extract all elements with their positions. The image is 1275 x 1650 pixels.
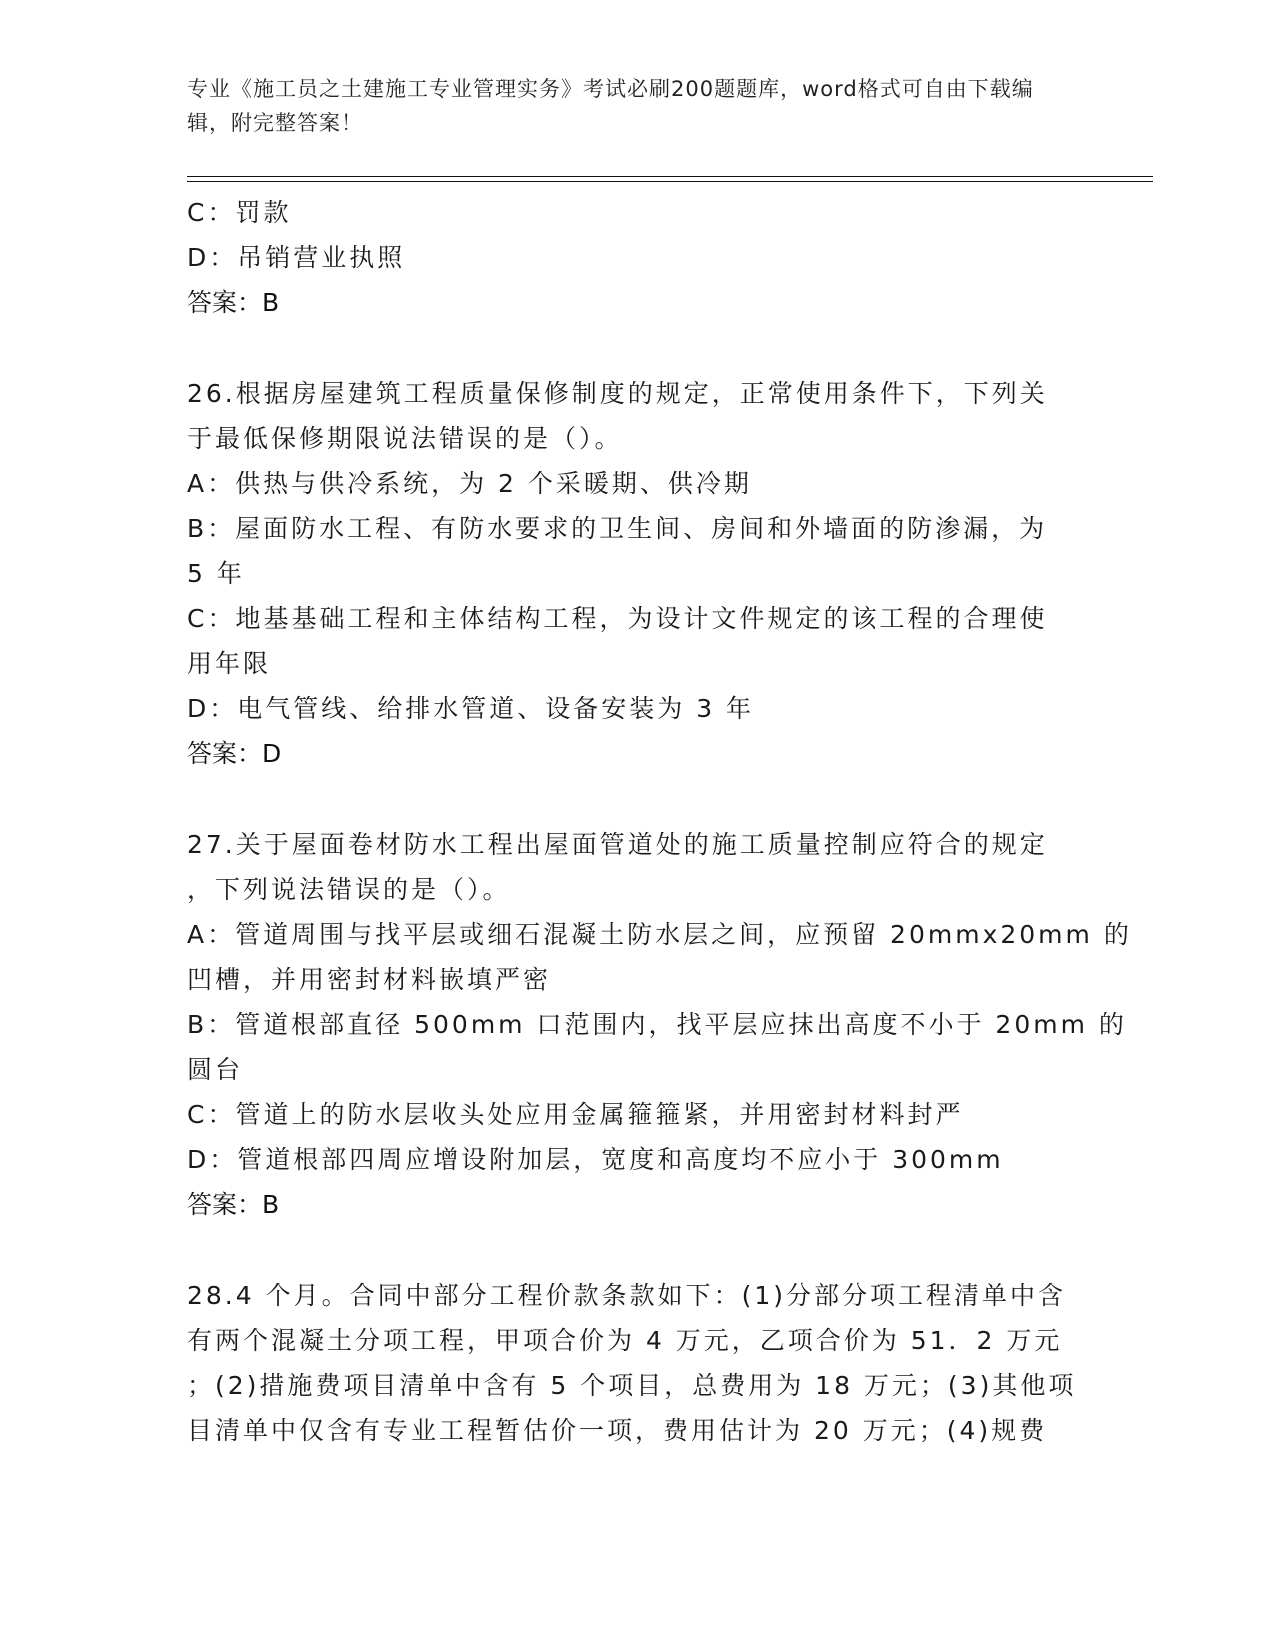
answer-line: 答案：B	[187, 288, 280, 317]
option-b: B：屋面防水工程、有防水要求的卫生间、房间和外墙面的防渗漏，为	[187, 514, 1048, 543]
question-text: 27.关于屋面卷材防水工程出屋面管道处的施工质量控制应符合的规定	[187, 830, 1048, 859]
option-d: D：管道根部四周应增设附加层，宽度和高度均不应小于 300mm	[187, 1145, 1004, 1174]
document-body	[187, 190, 1132, 1453]
option-b-cont: 5 年	[187, 559, 245, 588]
question-text: 有两个混凝土分项工程，甲项合价为 4 万元，乙项合价为 51．2 万元	[187, 1326, 1063, 1355]
header-title: 专业《施工员之土建施工专业管理实务》考试必刷200题题库，word格式可自由下载编辑，附完整答案！	[187, 77, 1034, 135]
question-text: ；(2)措施费项目清单中含有 5 个项目，总费用为 18 万元；(3)其他项	[187, 1371, 1077, 1400]
question-text: 26.根据房屋建筑工程质量保修制度的规定，正常使用条件下，下列关	[187, 379, 1048, 408]
document-header	[187, 72, 1067, 140]
option-c-cont: 用年限	[187, 649, 272, 678]
question-text: 目清单中仅含有专业工程暂估价一项，费用估计为 20 万元；(4)规费	[187, 1416, 1048, 1445]
question-block-27	[187, 822, 1132, 1227]
option-b: B：管道根部直径 500mm 口范围内，找平层应抹出高度不小于 20mm 的	[187, 1010, 1127, 1039]
question-block-26	[187, 371, 1067, 776]
header-divider-top	[187, 176, 1153, 177]
option-b-cont: 圆台	[187, 1055, 244, 1084]
header-divider-bottom	[187, 181, 1153, 182]
answer-line: 答案：B	[187, 1190, 280, 1219]
question-text: 于最低保修期限说法错误的是（）。	[187, 424, 623, 453]
option-d: D：吊销营业执照	[187, 243, 406, 272]
option-d: D：电气管线、给排水管道、设备安装为 3 年	[187, 694, 755, 723]
option-a-cont: 凹槽，并用密封材料嵌填严密	[187, 965, 552, 994]
option-a: A：供热与供冷系统，为 2 个采暖期、供冷期	[187, 469, 752, 498]
option-a: A：管道周围与找平层或细石混凝土防水层之间，应预留 20mmx20mm 的	[187, 920, 1132, 949]
answer-line: 答案：D	[187, 739, 282, 768]
question-text: 28.4 个月。合同中部分工程价款条款如下：(1)分部分项工程清单中含	[187, 1281, 1067, 1310]
option-c: C：罚款	[187, 198, 292, 227]
question-block-25-tail	[187, 190, 1067, 325]
question-text: ，下列说法错误的是（）。	[187, 875, 511, 904]
option-c: C：地基基础工程和主体结构工程，为设计文件规定的该工程的合理使	[187, 604, 1048, 633]
question-block-28	[187, 1273, 1077, 1453]
option-c: C：管道上的防水层收头处应用金属箍箍紧，并用密封材料封严	[187, 1100, 964, 1129]
